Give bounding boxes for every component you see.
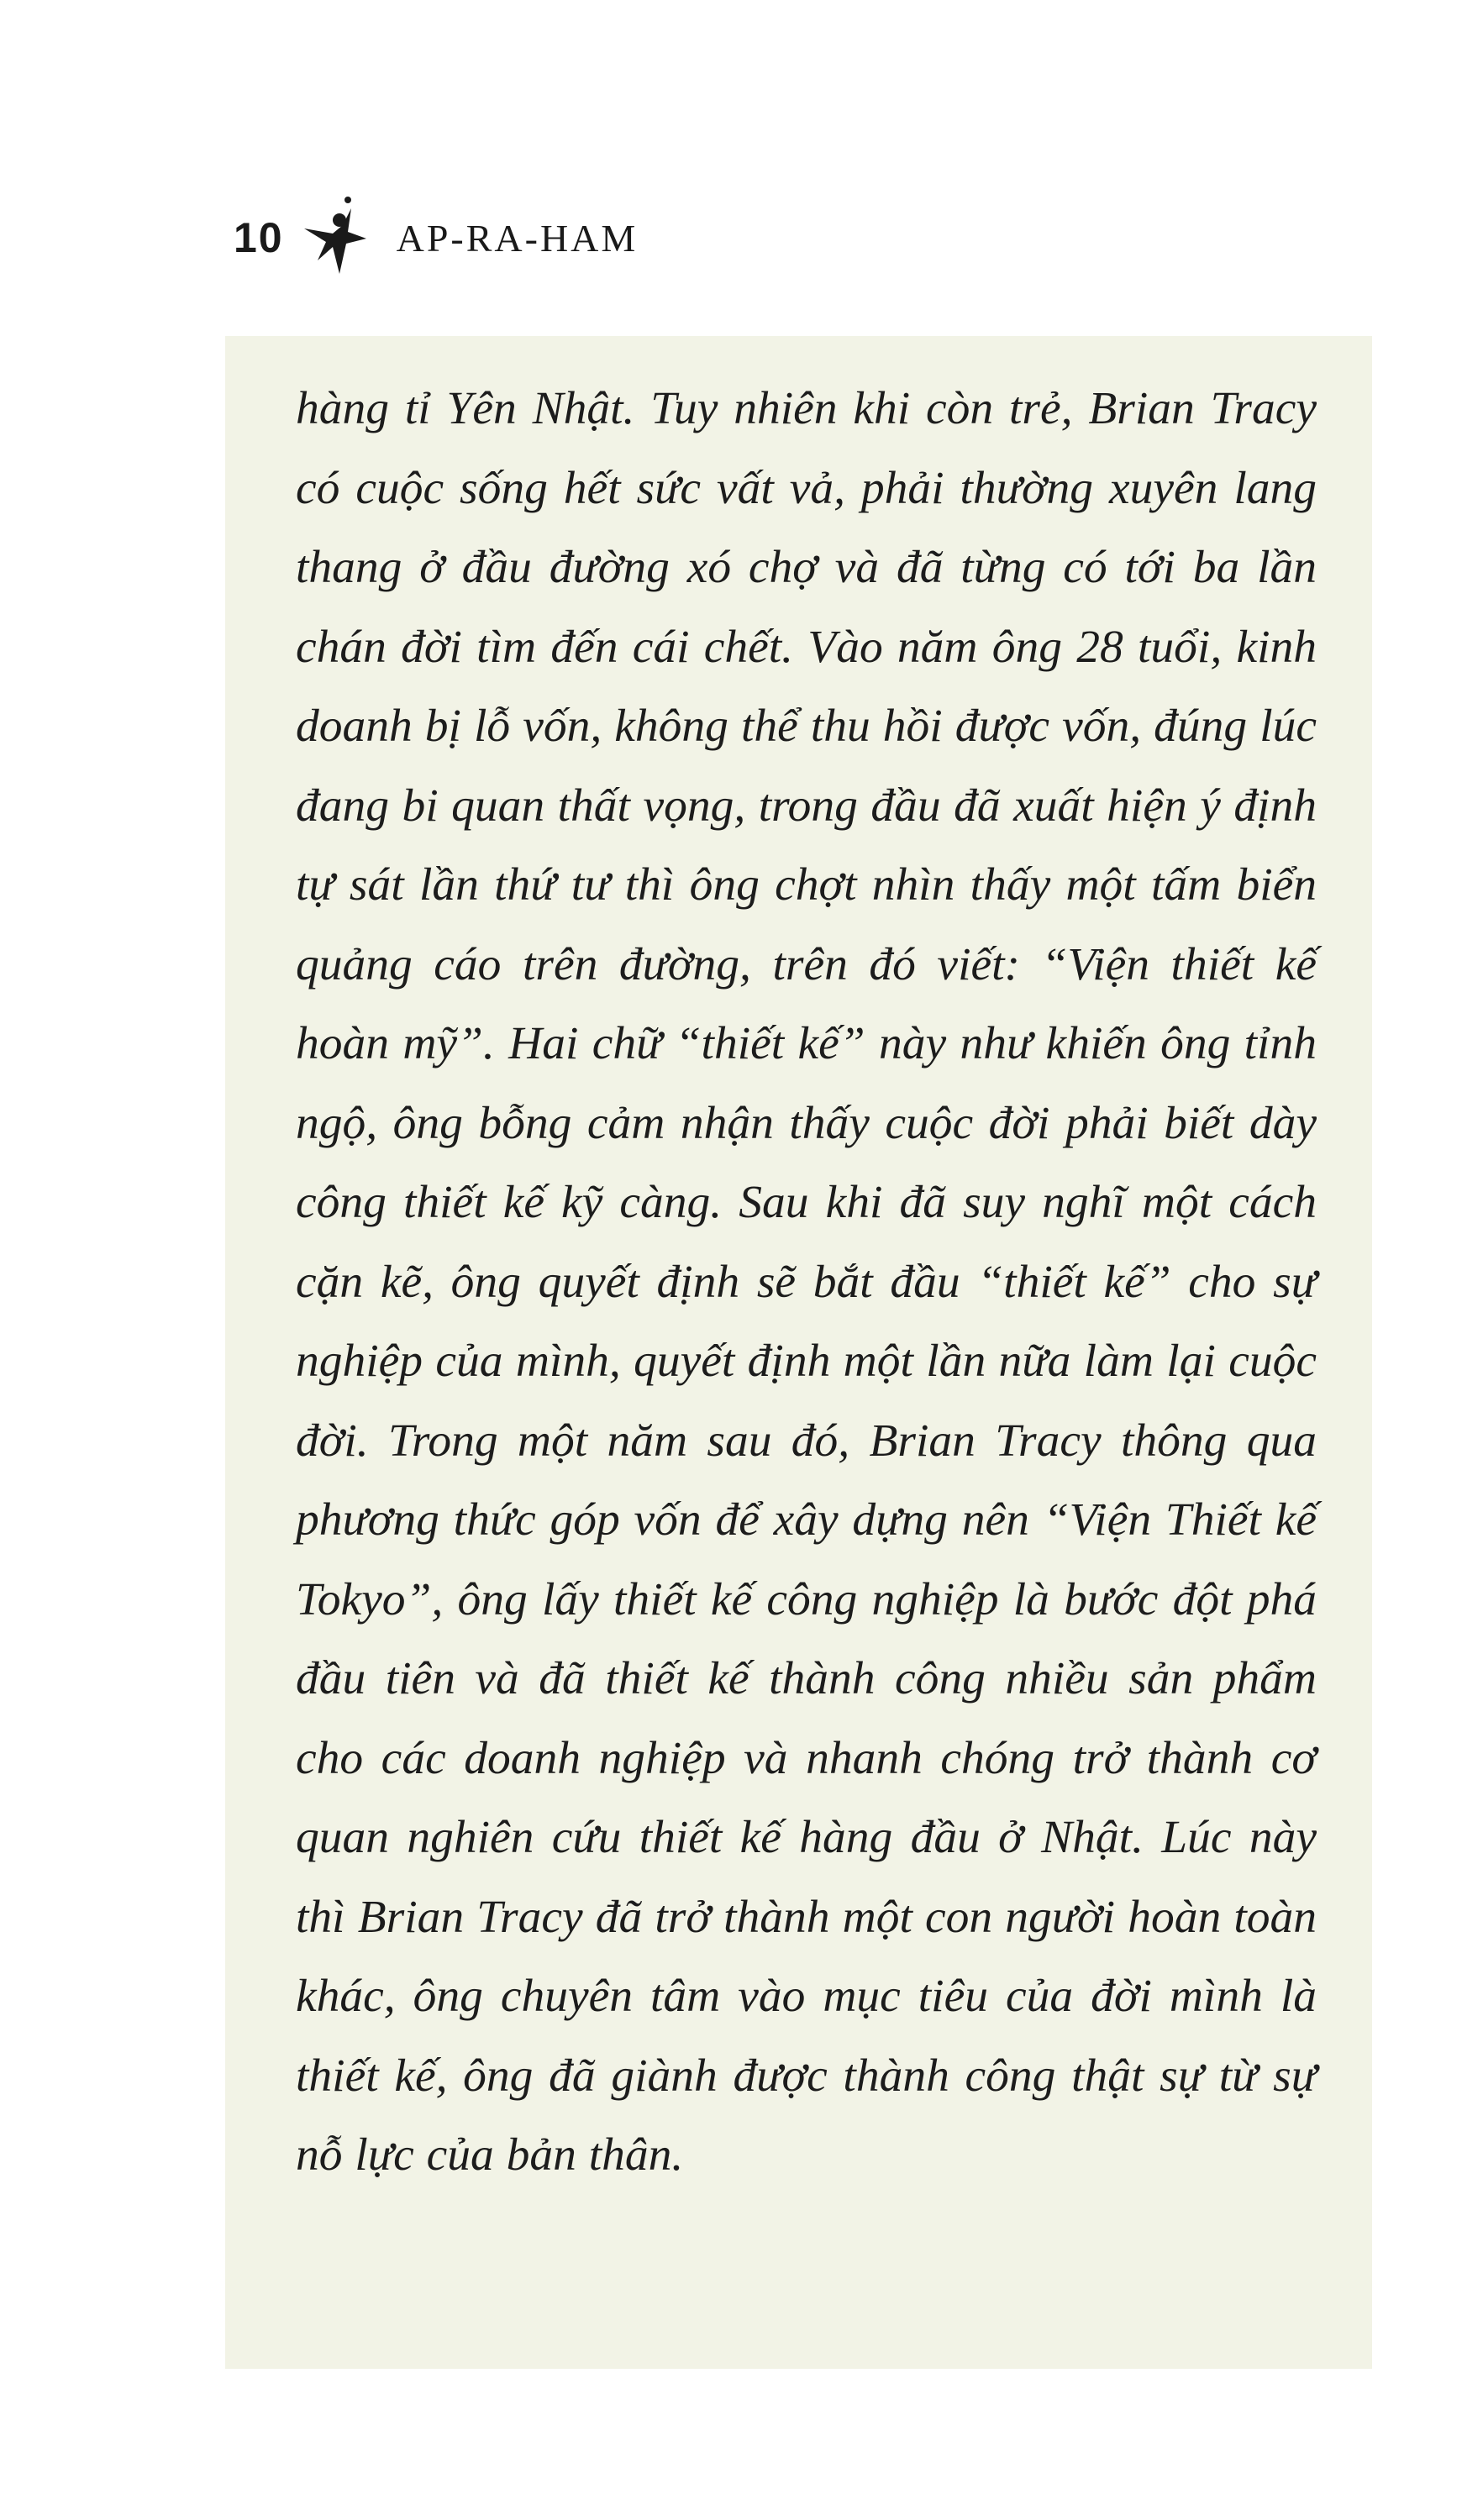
star-figure-icon (299, 192, 371, 284)
text-block (225, 336, 1372, 2369)
page-header (234, 192, 638, 284)
running-title: AP-RA-HAM (396, 216, 639, 260)
body-paragraph: hàng tỉ Yên Nhật. Tuy nhiên khi còn trẻ, Brian Tracy có cuộc sống hết sức vất vả, phải thường xuyên lang thang ở đầu đường xó chợ và đã từng có tới ba lần chán đời tìm đến cái chết. Vào năm ông 28 tuổi, kinh doanh bị lỗ vốn, không thể thu hồi được vốn, đúng lúc đang bi quan thất vọng, trong đầu đã xuất hiện ý định tự sát lần thứ tư thì ông chợt nhìn thấy một tấm biển quảng cáo trên đường, trên đó viết: “Viện thiết kế hoàn mỹ”. Hai chữ “thiết kế” này như khiến ông tỉnh ngộ, ông bỗng cảm nhận thấy cuộc đời phải biết dày công thiết kế kỹ càng. Sau khi đã suy nghĩ một cách cặn kẽ, ông quyết định sẽ bắt đầu “thiết kế” cho sự nghiệp của mình, quyết định một lần nữa làm lại cuộc đời. Trong một năm sau đó, Brian Tracy thông qua phương thức góp vốn để xây dựng nên “Viện Thiết kế Tokyo”, ông lấy thiết kế công nghiệp là bước đột phá đầu tiên và đã thiết kế thành công nhiều sản phẩm cho các doanh nghiệp và nhanh chóng trở thành cơ quan nghiên cứu thiết kế hàng đầu ở Nhật. Lúc này thì Brian Tracy đã trở thành một con người hoàn toàn khác, ông chuyên tâm vào mục tiêu của đời mình là thiết kế, ông đã giành được thành công thật sự từ sự nỗ lực của bản thân. (296, 383, 1317, 2181)
page-number: 10 (234, 214, 284, 261)
